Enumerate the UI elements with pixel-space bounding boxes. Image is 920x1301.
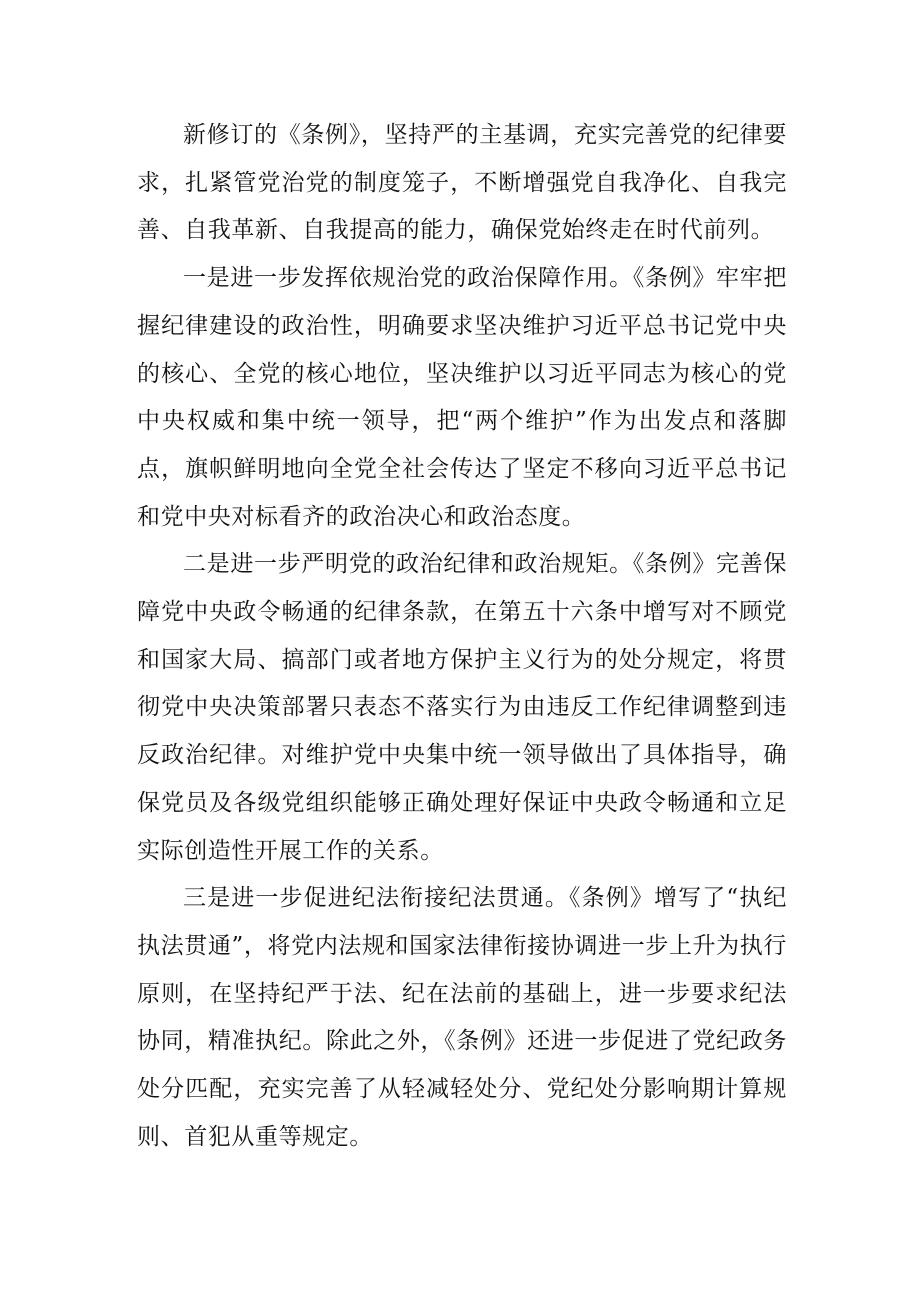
document-body <box>137 112 787 1161</box>
paragraph-intro: 新修订的《条例》，坚持严的主基调，充实完善党的纪律要求，扎紧管党治党的制度笼子，不断增强党自我净化、自我完善、自我革新、自我提高的能力，确保党始终走在时代前列。 <box>137 122 787 244</box>
paragraph-point-two: 二是进一步严明党的政治纪律和政治规矩。《条例》完善保障党中央政令畅通的纪律条款，在第五十六条中增写对不顾党和国家大局、搞部门或者地方保护主义行为的处分规定，将贯彻党中央决策部署只表态不落实行为由违反工作纪律调整到违反政治纪律。对维护党中央集中统一领导做出了具体指导，确保党员及各级党组织能够正确处理好保证中央政令畅通和立足实际创造性开展工作的关系。 <box>137 551 787 864</box>
paragraph-point-three: 三是进一步促进纪法衔接纪法贯通。《条例》增写了“执纪执法贯通”，将党内法规和国家法律衔接协调进一步上升为执行原则，在坚持纪严于法、纪在法前的基础上，进一步要求纪法协同，精准执纪。除此之外，《条例》还进一步促进了党纪政务处分匹配，充实完善了从轻减轻处分、党纪处分影响期计算规则、首犯从重等规定。 <box>137 885 787 1150</box>
paragraph-point-one: 一是进一步发挥依规治党的政治保障作用。《条例》牢牢把握纪律建设的政治性，明确要求坚决维护习近平总书记党中央的核心、全党的核心地位，坚决维护以习近平同志为核心的党中央权威和集中统一领导，把“两个维护”作为出发点和落脚点，旗帜鲜明地向全党全社会传达了坚定不移向习近平总书记和党中央对标看齐的政治决心和政治态度。 <box>137 265 787 530</box>
